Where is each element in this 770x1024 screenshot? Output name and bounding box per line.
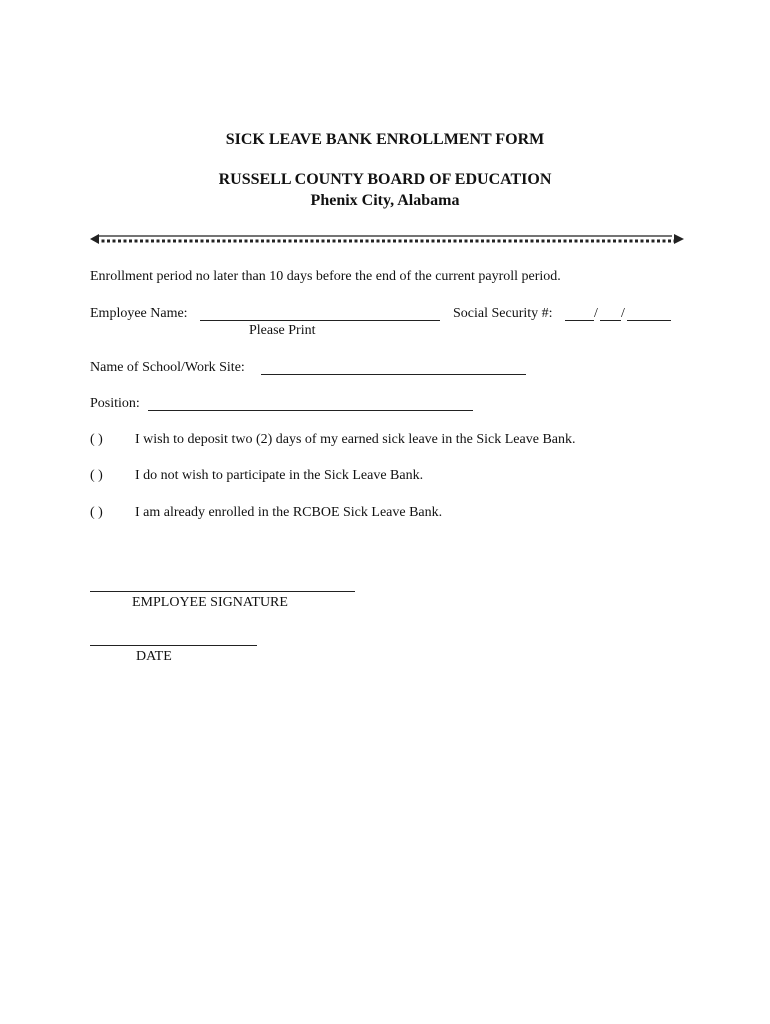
ssn-part2-field[interactable] [600, 307, 621, 321]
ssn-label: Social Security #: [453, 306, 553, 321]
option-checkbox-marker[interactable]: ( ) [90, 468, 103, 483]
school-site-field[interactable] [261, 361, 526, 375]
employee-signature-label: EMPLOYEE SIGNATURE [132, 595, 288, 610]
arrow-right-icon [674, 234, 684, 244]
form-title: SICK LEAVE BANK ENROLLMENT FORM [225, 131, 545, 148]
ssn-part1-field[interactable] [565, 307, 594, 321]
option-label: I am already enrolled in the RCBOE Sick Leave Bank. [135, 505, 443, 520]
date-label: DATE [136, 649, 172, 664]
position-label: Position: [90, 396, 140, 411]
dotted-arrow-divider [90, 232, 684, 248]
employee-name-label: Employee Name: [90, 306, 188, 321]
option-checkbox-marker[interactable]: ( ) [90, 505, 103, 520]
please-print-hint: Please Print [249, 323, 316, 338]
enrollment-notice: Enrollment period no later than 10 days before the end of the current payroll period. [90, 269, 561, 284]
option-checkbox-marker[interactable]: ( ) [90, 432, 103, 447]
school-site-label: Name of School/Work Site: [90, 360, 245, 375]
ssn-separator-1: / [594, 306, 598, 321]
employee-name-field[interactable] [200, 307, 440, 321]
option-label: I wish to deposit two (2) days of my earned sick leave in the Sick Leave Bank. [135, 432, 576, 447]
date-field[interactable] [90, 632, 257, 646]
organization-location: Phenix City, Alabama [310, 192, 460, 209]
employee-signature-field[interactable] [90, 578, 355, 592]
ssn-part3-field[interactable] [627, 307, 671, 321]
option-label: I do not wish to participate in the Sick Leave Bank. [135, 468, 424, 483]
position-field[interactable] [148, 397, 473, 411]
ssn-separator-2: / [621, 306, 625, 321]
organization-name: RUSSELL COUNTY BOARD OF EDUCATION [218, 171, 552, 188]
arrow-left-icon [90, 234, 99, 244]
